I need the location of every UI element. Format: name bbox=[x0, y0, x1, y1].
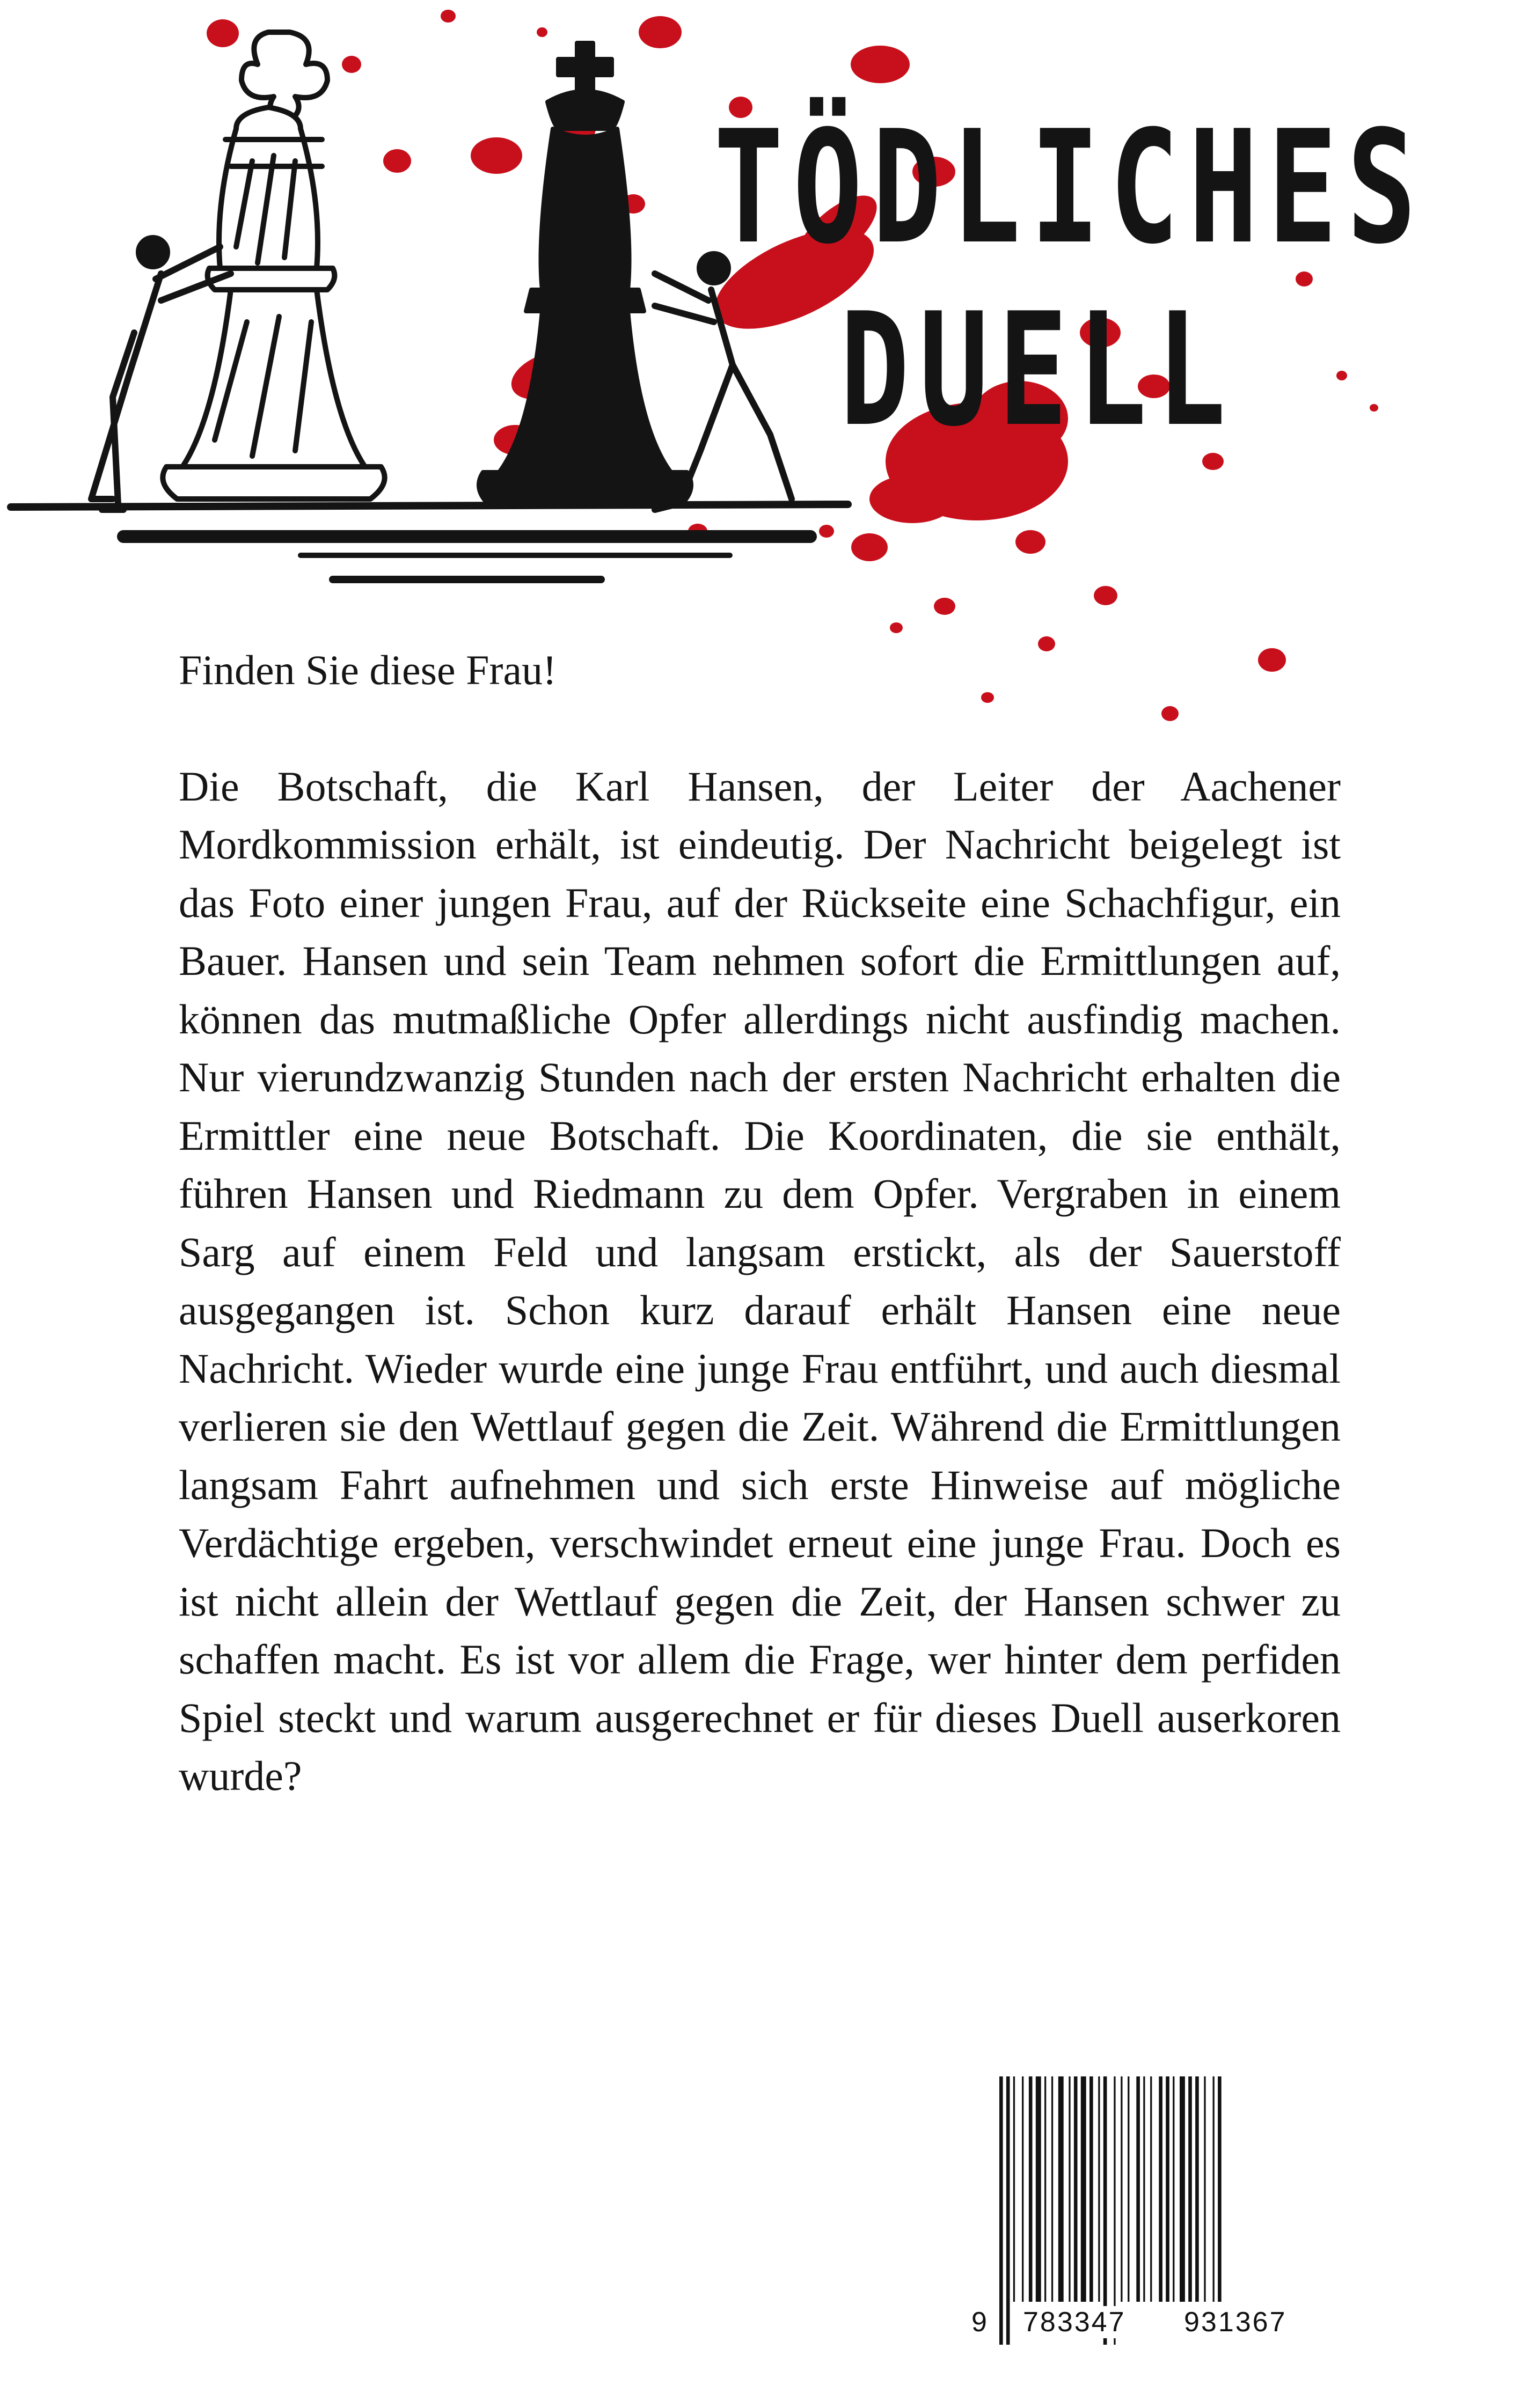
barcode-bar bbox=[1069, 2076, 1070, 2302]
barcode-right-digits: 931367 bbox=[1181, 2306, 1290, 2338]
barcode-bar bbox=[1159, 2076, 1162, 2302]
barcode-bar bbox=[1204, 2076, 1205, 2302]
title-line-2: DUELL bbox=[840, 279, 1236, 461]
barcode-bar bbox=[1036, 2076, 1041, 2302]
barcode-bar bbox=[1114, 2076, 1115, 2345]
blurb-lead: Finden Sie diese Frau! bbox=[179, 647, 557, 693]
barcode-bar bbox=[1013, 2076, 1015, 2302]
barcode-bar bbox=[1022, 2076, 1023, 2302]
barcode-bar bbox=[1074, 2076, 1078, 2302]
barcode-bar bbox=[1218, 2076, 1222, 2302]
barcode-bar bbox=[1006, 2076, 1010, 2345]
isbn-barcode bbox=[971, 2076, 1336, 2355]
barcode-first-digit: 9 bbox=[971, 2307, 989, 2338]
barcode-bar bbox=[1180, 2076, 1185, 2302]
barcode-bar bbox=[1051, 2076, 1053, 2302]
ground-strokes bbox=[11, 504, 848, 579]
back-cover-blurb bbox=[179, 641, 1341, 1805]
barcode-bar bbox=[999, 2076, 1003, 2345]
barcode-bar bbox=[1195, 2076, 1199, 2302]
barcode-bar bbox=[1098, 2076, 1100, 2302]
barcode-bar bbox=[1103, 2076, 1107, 2345]
barcode-bar bbox=[1188, 2076, 1192, 2302]
barcode-left-digits: 783347 bbox=[1020, 2306, 1129, 2338]
barcode-bar bbox=[1136, 2076, 1140, 2302]
barcode-bar bbox=[1173, 2076, 1174, 2302]
barcode-bar bbox=[1213, 2076, 1215, 2302]
white-king-chess-piece-icon bbox=[163, 32, 384, 499]
blurb-body: Die Botschaft, die Karl Hansen, der Leiter der Aachener Mordkommission erhält, ist eindeutig. Der Nachricht beigelegt ist das Foto einer jungen Frau, auf der Rückseite eine Schachfigur, ein Bauer. Hansen und sein Team nehmen sofort die Ermittlungen auf, können das mutmaßliche Opfer allerdings nicht ausfindig machen. Nur vierundzwanzig Stunden nach der ersten Nachricht erhalten die Ermittler eine neue Botschaft. Die Koordinaten, die sie enthält, führen Hansen und Riedmann zu dem Opfer. Vergraben in einem Sarg auf einem Feld und langsam erstickt, als der Sauerstoff ausgegangen ist. Schon kurz darauf erhält Hansen eine neue Nachricht. Wieder wurde eine junge Frau entführt, und auch diesmal verlieren sie den Wettlauf gegen die Zeit. Während die Ermittlungen langsam Fahrt aufnehmen und sich erste Hinweise auf mögliche Verdächtige ergeben, verschwindet erneut eine junge Frau. Doch es ist nicht allein der Wettlauf gegen die Zeit, der Hansen schwer zu schaffen macht. Es ist vor allem die Frage, wer hinter dem perfiden Spiel steckt und warum ausgerechnet er für dieses Duell auserkoren wurde? bbox=[179, 762, 1341, 1799]
book-title bbox=[698, 97, 1426, 461]
barcode-bar bbox=[1121, 2076, 1122, 2302]
barcode-bar bbox=[1143, 2076, 1145, 2302]
barcode-bar bbox=[1089, 2076, 1093, 2302]
barcode-bar bbox=[1128, 2076, 1129, 2302]
barcode-bar bbox=[1166, 2076, 1169, 2302]
barcode-bar bbox=[1058, 2076, 1064, 2302]
barcode-bar bbox=[1029, 2076, 1033, 2302]
barcode-bar bbox=[1081, 2076, 1086, 2302]
barcode-bar bbox=[1150, 2076, 1152, 2302]
title-line-1: TÖDLICHES bbox=[714, 97, 1426, 278]
barcode-bar bbox=[1044, 2076, 1046, 2302]
